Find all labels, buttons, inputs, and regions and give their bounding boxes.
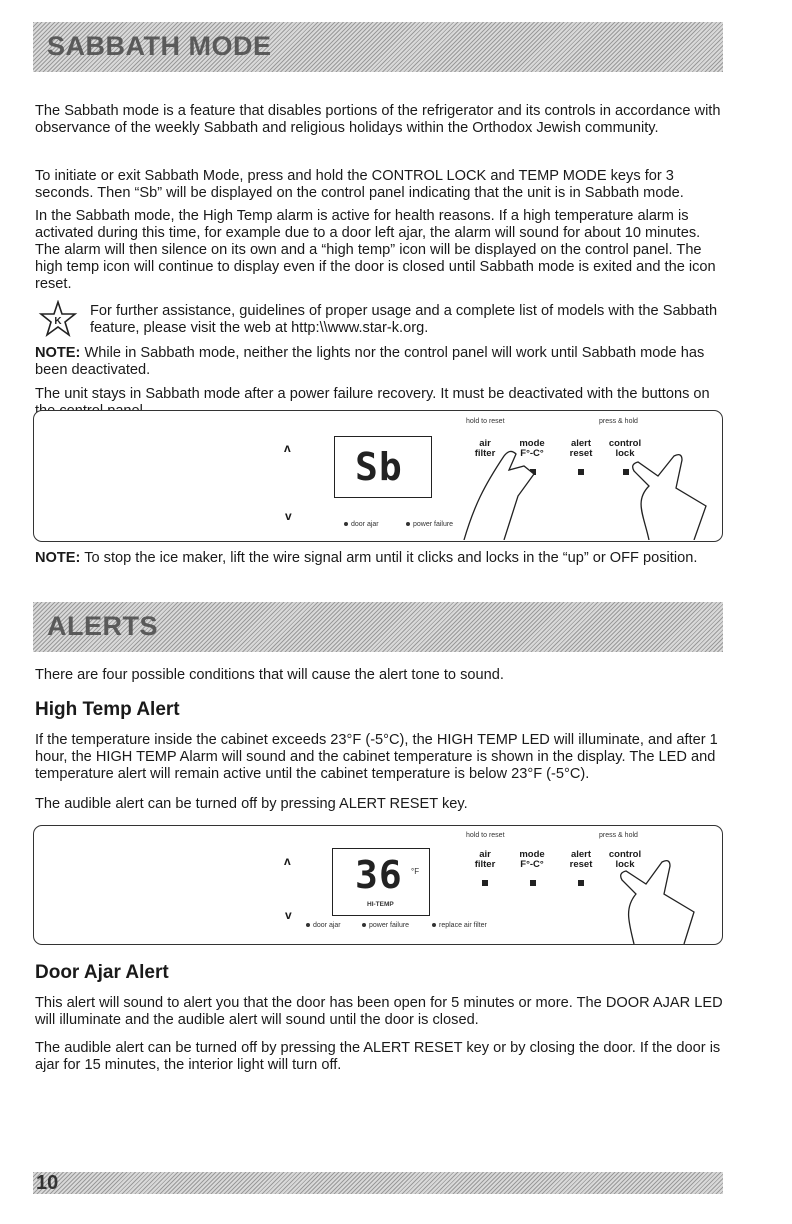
alerts-intro: There are four possible conditions that will cause the alert tone to sound. xyxy=(35,667,504,683)
note-label: NOTE: xyxy=(35,345,81,361)
temperature-display xyxy=(332,848,430,916)
page-footer-bar xyxy=(33,1172,723,1194)
alerts-title: ALERTS xyxy=(47,611,158,641)
alerts-banner xyxy=(33,602,723,652)
hand-pointer-icon xyxy=(574,838,724,944)
display-readout: 36 xyxy=(355,853,403,897)
svg-text:K: K xyxy=(54,316,62,327)
power-failure-led xyxy=(362,922,409,929)
door-ajar-led xyxy=(306,922,341,929)
control-lock-button-label[interactable]: control lock xyxy=(608,438,642,459)
sabbath-paragraph-2: To initiate or exit Sabbath Mode, press and hold the CONTROL LOCK and TEMP MODE keys for 3 seconds. Then “Sb” will be displayed on the control panel indicating that the unit is in Sabbath mode. xyxy=(35,168,684,201)
power-failure-label: power failure xyxy=(369,922,410,929)
sabbath-note-1 xyxy=(35,345,725,379)
temperature-display xyxy=(334,436,432,498)
replace-air-filter-led xyxy=(432,922,487,929)
door-ajar-paragraph-2: The audible alert can be turned off by pressing the ALERT RESET key or by closing the door. If the door is ajar for 15 minutes, the interior light will turn off. xyxy=(35,1040,721,1073)
mode-button-label[interactable]: mode F°-C° xyxy=(519,438,545,459)
sabbath-mode-title: SABBATH MODE xyxy=(47,31,272,61)
hand-pointer-icon xyxy=(444,426,714,540)
hold-to-reset-label: hold to reset xyxy=(466,418,505,425)
note-label: NOTE: xyxy=(35,550,81,566)
control-panel-sabbath xyxy=(33,410,723,542)
hi-temp-label: HI-TEMP xyxy=(367,901,394,908)
sabbath-paragraph-4: For further assistance, guidelines of proper usage and a complete list of models with the Sabbath feature, please visit the web at http:\\www.star-k.org. xyxy=(90,303,718,336)
control-lock-button-label[interactable]: control lock xyxy=(608,849,642,870)
high-temp-paragraph-1: If the temperature inside the cabinet exceeds 23°F (-5°C), the HIGH TEMP LED will illuminate, and after 1 hour, the HIGH TEMP Alarm will sound and the cabinet temperature is shown in the display. The LED and temperature alert will remain active until the cabinet temperature is below 23°F (-5°C). xyxy=(35,732,718,782)
replace-air-filter-label: replace air filter xyxy=(439,922,487,929)
mode-button[interactable] xyxy=(530,880,536,886)
page-number: 10 xyxy=(36,1172,59,1194)
display-readout: Sb xyxy=(355,445,403,489)
door-ajar-paragraph-1: This alert will sound to alert you that the door has been open for 5 minutes or more. The DOOR AJAR LED will illuminate and the audible alert will sound until the door is closed. xyxy=(35,995,723,1028)
sabbath-paragraph-5: The unit stays in Sabbath mode after a power failure recovery. It must be deactivated with the buttons on xyxy=(35,386,710,402)
air-filter-button-label[interactable]: air filter xyxy=(474,438,496,459)
air-filter-button[interactable] xyxy=(482,880,488,886)
alert-reset-button-label[interactable]: alert reset xyxy=(569,438,593,459)
door-ajar-alert-heading: Door Ajar Alert xyxy=(35,962,169,983)
control-panel-high-temp xyxy=(33,825,723,945)
sabbath-paragraph-1: The Sabbath mode is a feature that disables portions of the refrigerator and its controls in accordance with observance of the weekly Sabbath and religious holidays within the Orthodox Jewish community. xyxy=(35,103,721,136)
door-ajar-led xyxy=(344,521,379,528)
note-text: While in Sabbath mode, neither the lights nor the control panel will work until Sabbath mode has been deactivated. xyxy=(35,345,705,378)
door-ajar-label: door ajar xyxy=(313,922,341,929)
press-hold-label: press & hold xyxy=(599,832,638,839)
air-filter-button-label[interactable]: air filter xyxy=(474,849,496,870)
press-hold-label: press & hold xyxy=(599,418,638,425)
power-failure-label: power failure xyxy=(413,521,454,528)
star-k-icon xyxy=(38,300,78,340)
high-temp-paragraph-2: The audible alert can be turned off by pressing ALERT RESET key. xyxy=(35,796,468,812)
sabbath-note-2 xyxy=(35,550,725,567)
alert-reset-button-label[interactable]: alert reset xyxy=(569,849,593,870)
mode-button-label[interactable]: mode F°-C° xyxy=(519,849,545,870)
note-text: To stop the ice maker, lift the wire signal arm until it clicks and locks in the “up” or OFF position. xyxy=(80,550,698,566)
sabbath-paragraph-3: In the Sabbath mode, the High Temp alarm is active for health reasons. If a high temperature alarm is activated during this time, for example due to a door left ajar, the alarm will sound for about 10 minutes. The alarm will then silence on its own and a “high temp” icon will be displayed on the control panel. The high temp icon will continue to display even if the door is closed until Sabbath mode is exited and the icon reset. xyxy=(35,208,716,292)
temp-down-button[interactable]: v xyxy=(285,509,292,523)
temp-down-button[interactable]: v xyxy=(285,908,292,922)
high-temp-alert-heading: High Temp Alert xyxy=(35,699,180,720)
hold-to-reset-label: hold to reset xyxy=(466,832,505,839)
door-ajar-label: door ajar xyxy=(351,521,379,528)
temp-up-button[interactable]: ʌ xyxy=(284,441,291,455)
sabbath-mode-banner xyxy=(33,22,723,72)
temp-up-button[interactable]: ʌ xyxy=(284,854,291,868)
unit-label: °F xyxy=(411,867,420,876)
